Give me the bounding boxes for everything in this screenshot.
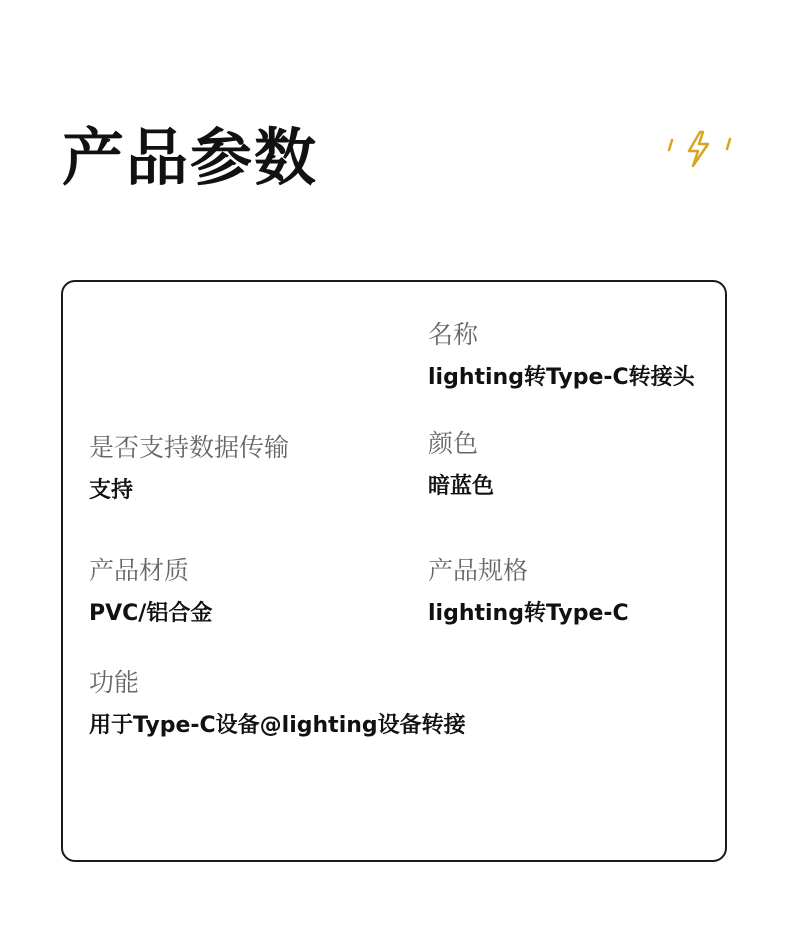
spec-value: lighting转Type-C转接头 — [428, 365, 695, 390]
spec-label: 功能 — [89, 668, 140, 697]
spec-value: 支持 — [89, 478, 134, 503]
spec-label: 产品材质 — [89, 556, 190, 585]
spec-value: 暗蓝色 — [428, 474, 495, 499]
spec-value: lighting转Type-C — [428, 601, 629, 626]
spec-label: 产品规格 — [428, 556, 529, 585]
page-title: 产品参数 — [62, 121, 319, 194]
spec-specification — [428, 555, 629, 629]
spec-material — [89, 555, 212, 629]
spec-label: 是否支持数据传输 — [89, 433, 290, 462]
spec-card — [61, 280, 727, 862]
spec-label: 颜色 — [428, 429, 479, 458]
spec-value: PVC/铝合金 — [89, 601, 213, 626]
spec-label: 名称 — [428, 320, 479, 349]
lightning-bolt-icon — [662, 126, 738, 172]
spec-value: 用于Type-C设备@lighting设备转接 — [89, 713, 466, 738]
spec-color — [428, 428, 494, 502]
spec-data-transfer — [89, 432, 289, 506]
spec-name — [428, 319, 695, 393]
spec-function — [89, 667, 466, 741]
